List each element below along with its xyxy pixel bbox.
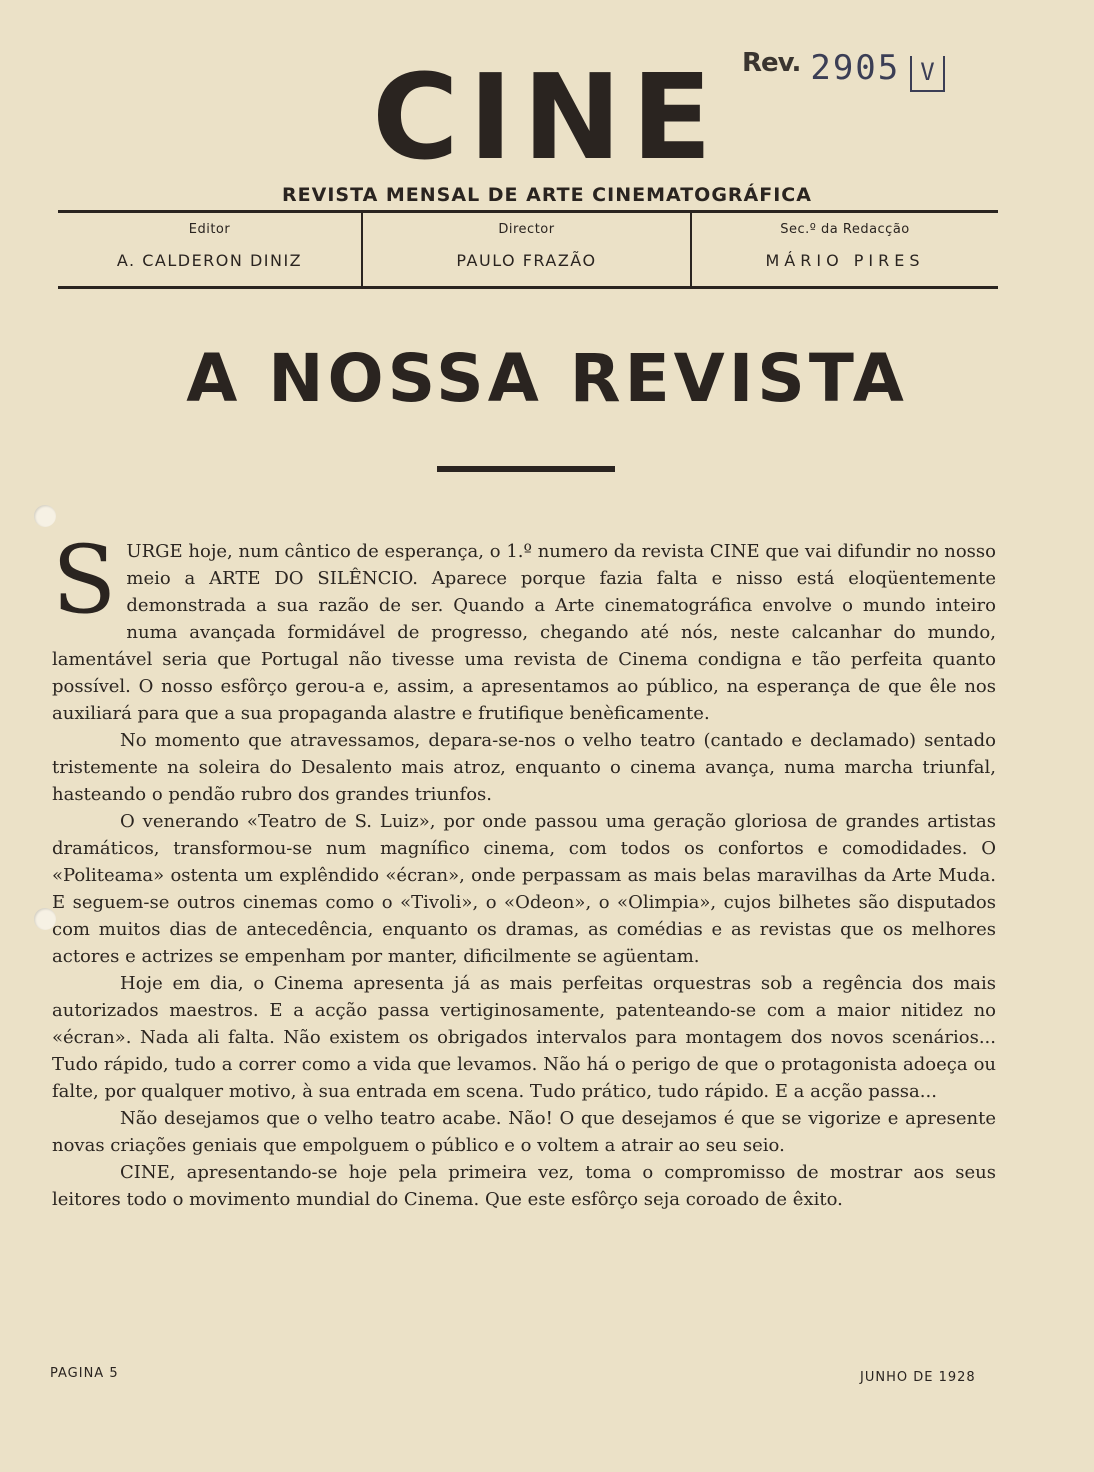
article-paragraph <box>52 526 996 727</box>
staff-editor <box>58 222 361 270</box>
headline-rule <box>437 466 615 472</box>
staff-role: Sec.º da Redacção <box>780 222 910 237</box>
article-paragraph: CINE, apresentando-se hoje pela primeira vez, toma o compromisso de mostrar aos seus leitores todo o movimento mundial do Cinema. Que este esfôrço seja coroado de êxito. <box>52 1162 996 1210</box>
staff-name: PAULO FRAZÃO <box>456 251 597 270</box>
article-body <box>52 526 996 1213</box>
issue-date: JUNHO DE 1928 <box>860 1370 976 1385</box>
catalog-number: 2905 <box>810 48 901 88</box>
punch-hole <box>34 505 56 527</box>
masthead-rule-top <box>58 210 998 213</box>
masthead-subtitle: REVISTA MENSAL DE ARTE CINEMATOGRÁFICA <box>282 184 812 206</box>
drop-cap: S <box>52 526 117 635</box>
paragraph-text: URGE hoje, num cântico de esperança, o 1.º numero da revista CINE que vai difundir no nosso meio a ARTE DO SILÊNCIO. Aparece porque fazia falta e nisso está eloqüentemente demonstrada a sua razão de ser. Quando a Arte cinematográfica envolve o mundo inteiro numa avançada formidável de progresso, chegando até nós, neste calcanhar do mundo, lamentável seria que Portugal não tivesse uma revista de Cinema condigna e tão perfeita quanto possível. O nosso esfôrço gerou-a e, assim, a apresentamos ao público, na esperança de que êle nos auxiliará para que a sua propaganda alastre e frutifique benèficamente. <box>52 541 996 724</box>
article-paragraph: No momento que atravessamos, depara-se-nos o velho teatro (cantado e declamado) sentado tristemente na soleira do Desalento mais atroz, enquanto o cinema avança, numa marcha triunfal, hasteando o pendão rubro dos grandes triunfos. <box>52 730 996 805</box>
staff-role: Director <box>498 222 555 237</box>
staff-name: A. CALDERON DINIZ <box>116 251 303 270</box>
staff-role: Editor <box>188 222 231 237</box>
catalog-stamp: Rev. <box>742 48 801 78</box>
article-paragraph: Hoje em dia, o Cinema apresenta já as mais perfeitas orquestras sob a regência dos mais autorizados maestros. E a acção passa vertiginosamente, patenteando-se com a maior nitidez no «écran». Nada ali falta. Não existem os obrigados intervalos para montagem dos novos scenários... Tudo rápido, tudo a correr como a vida que levamos. Não há o perigo de que o protagonista adoeça ou falte, por qualquer motivo, à sua entrada em scena. Tudo prático, tudo rápido. E a acção passa... <box>52 973 996 1102</box>
staff-secretary <box>692 222 998 270</box>
catalog-volume: V <box>910 56 944 92</box>
headline: A NOSSA REVISTA <box>186 340 908 417</box>
staff-name: MÁRIO PIRES <box>765 251 925 270</box>
staff-director <box>363 222 690 270</box>
article-paragraph: O venerando «Teatro de S. Luiz», por onde passou uma geração gloriosa de grandes artistas dramáticos, transformou-se num magnífico cinema, com todos os confortos e comodidades. O «Politeama» ostenta um explêndido «écran», onde perpassam as mais belas maravilhas da Arte Muda. E seguem-se outros cinemas como o «Tivoli», o «Odeon», o «Olimpia», cujos bilhetes são disputados com muitos dias de antecedência, enquanto os dramas, as comédias e as revistas que os melhores actores e actrizes se empenham por manter, dificilmente se agüentam. <box>52 811 996 967</box>
article-paragraph: Não desejamos que o velho teatro acabe. Não! O que desejamos é que se vigorize e apresente novas criações geniais que empolguem o público e o voltem a atrair ao seu seio. <box>52 1108 996 1156</box>
page-number: PAGINA 5 <box>50 1366 119 1381</box>
masthead-title: CINE <box>372 48 722 186</box>
masthead-rule-bottom <box>58 286 998 289</box>
